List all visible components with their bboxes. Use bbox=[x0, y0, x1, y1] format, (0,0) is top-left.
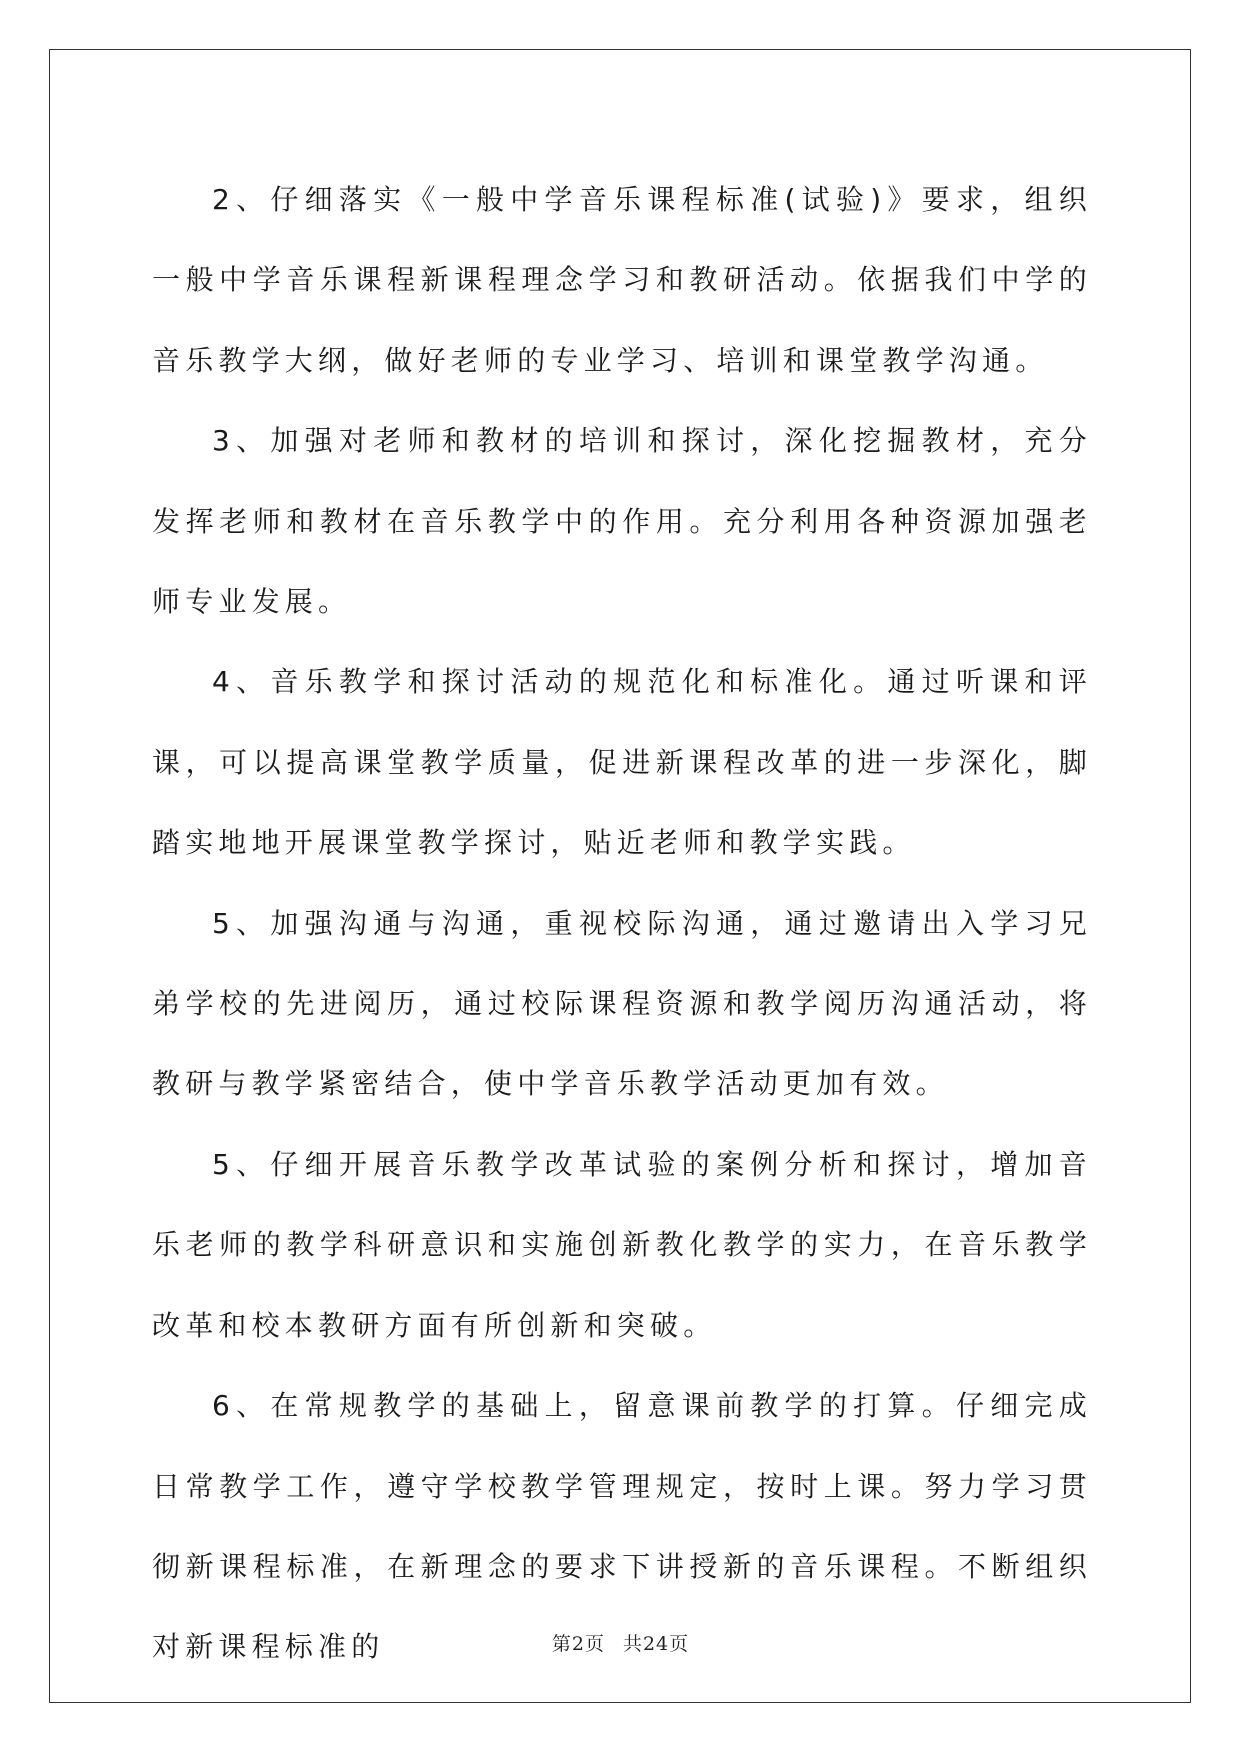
document-body bbox=[152, 160, 1092, 1688]
paragraph-item-2: 2、仔细落实《一般中学音乐课程标准(试验)》要求，组织一般中学音乐课程新课程理念学习和教研活动。依据我们中学的音乐教学大纲，做好老师的专业学习、培训和课堂教学沟通。 bbox=[152, 183, 1092, 377]
paragraph-item-6: 6、在常规教学的基础上，留意课前教学的打算。仔细完成日常教学工作，遵守学校教学管理规定，按时上课。努力学习贯彻新课程标准，在新理念的要求下讲授新的音乐课程。不断组织对新课程标准的 bbox=[152, 1389, 1092, 1664]
paragraph-item-4: 4、音乐教学和探讨活动的规范化和标准化。通过听课和评课，可以提高课堂教学质量，促进新课程改革的进一步深化，脚踏实地地开展课堂教学探讨，贴近老师和教学实践。 bbox=[152, 665, 1092, 860]
total-pages-label: 共24页 bbox=[622, 1633, 690, 1655]
paragraph-item-5b: 5、仔细开展音乐教学改革试验的案例分析和探讨，增加音乐老师的教学科研意识和实施创新教化教学的实力，在音乐教学改革和校本教研方面有所创新和突破。 bbox=[152, 1147, 1092, 1342]
page-footer bbox=[0, 1629, 1241, 1656]
current-page-label: 第2页 bbox=[551, 1633, 605, 1655]
paragraph-item-3: 3、加强对老师和教材的培训和探讨，深化挖掘教材，充分发挥老师和教材在音乐教学中的作用。充分利用各种资源加强老师专业发展。 bbox=[152, 424, 1092, 619]
paragraph-item-5a: 5、加强沟通与沟通，重视校际沟通，通过邀请出入学习兄弟学校的先进阅历，通过校际课程资源和教学阅历沟通活动，将教研与教学紧密结合，使中学音乐教学活动更加有效。 bbox=[152, 906, 1092, 1101]
